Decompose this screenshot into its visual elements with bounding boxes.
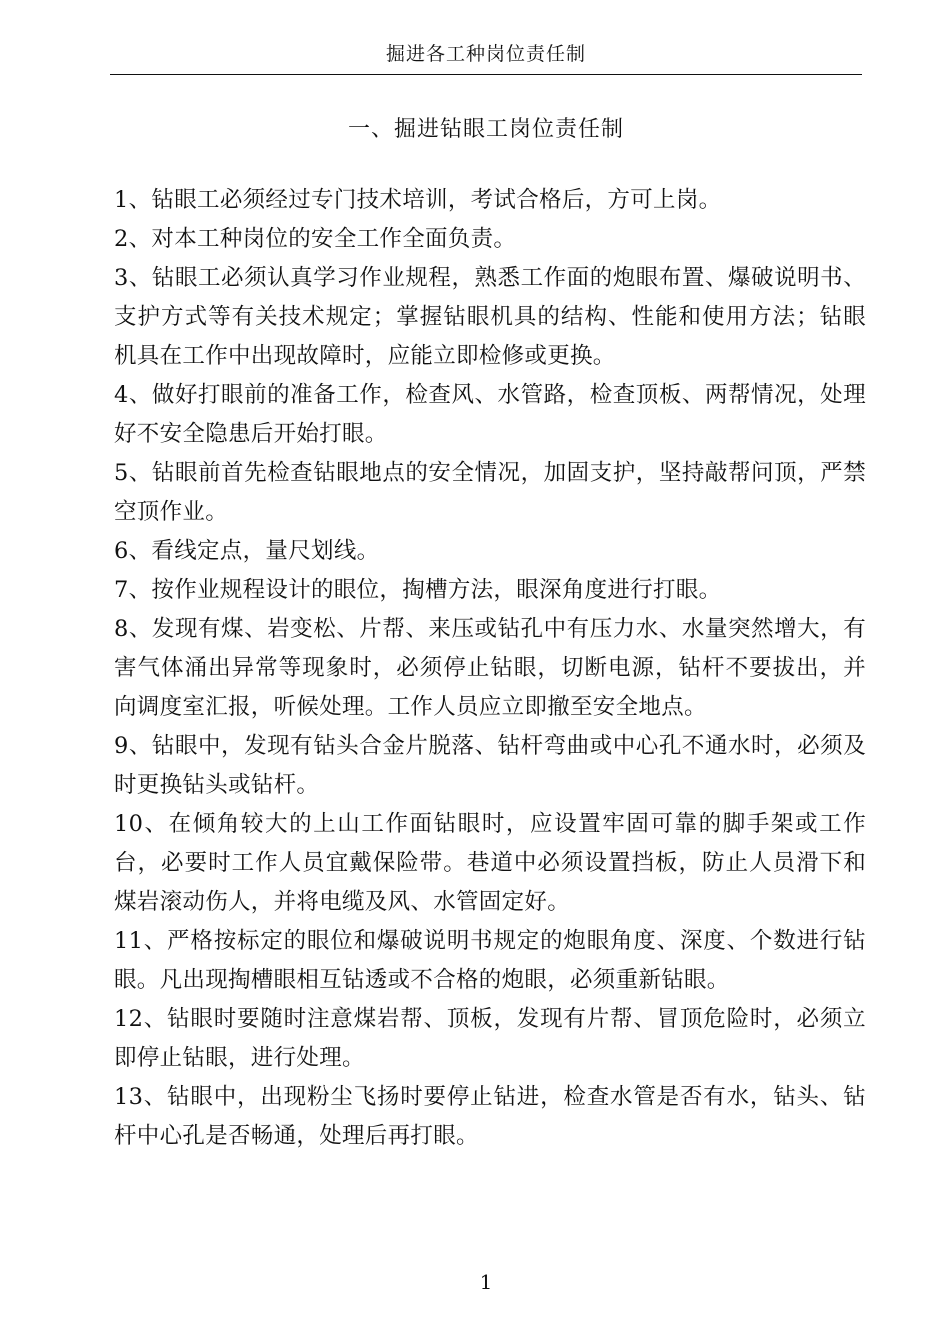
paragraph-5: 5、钻眼前首先检查钻眼地点的安全情况，加固支护，坚持敲帮问顶，严禁空顶作业。 <box>114 460 866 525</box>
paragraph-1: 1、钻眼工必须经过专门技术培训，考试合格后，方可上岗。 <box>114 187 722 213</box>
document-title: 一、掘进钻眼工岗位责任制 <box>347 117 624 142</box>
paragraph-11: 11、严格按标定的眼位和爆破说明书规定的炮眼角度、深度、个数进行钻眼。凡出现掏槽眼相互钻透或不合格的炮眼，必须重新钻眼。 <box>114 928 866 993</box>
paragraph-12: 12、钻眼时要随时注意煤岩帮、顶板，发现有片帮、冒顶危险时，必须立即停止钻眼，进行处理。 <box>114 1006 866 1071</box>
paragraph-7: 7、按作业规程设计的眼位，掏槽方法，眼深角度进行打眼。 <box>114 577 722 603</box>
paragraph-9: 9、钻眼中，发现有钻头合金片脱落、钻杆弯曲或中心孔不通水时，必须及时更换钻头或钻杆。 <box>114 733 866 798</box>
paragraph-10: 10、在倾角较大的上山工作面钻眼时，应设置牢固可靠的脚手架或工作台，必要时工作人员宜戴保险带。巷道中必须设置挡板，防止人员滑下和煤岩滚动伤人，并将电缆及风、水管固定好。 <box>114 811 866 915</box>
paragraph-2: 2、对本工种岗位的安全工作全面负责。 <box>114 226 517 252</box>
running-header: 掘进各工种岗位责任制 <box>385 43 586 65</box>
paragraph-13: 13、钻眼中，出现粉尘飞扬时要停止钻进，检查水管是否有水，钻头、钻杆中心孔是否畅通，处理后再打眼。 <box>114 1084 866 1149</box>
paragraph-8: 8、发现有煤、岩变松、片帮、来压或钻孔中有压力水、水量突然增大，有害气体涌出异常等现象时，必须停止钻眼，切断电源，钻杆不要拔出，并向调度室汇报，听候处理。工作人员应立即撤至安全地点。 <box>114 616 866 720</box>
header-divider <box>110 74 862 75</box>
paragraph-4: 4、做好打眼前的准备工作，检查风、水管路，检查顶板、两帮情况，处理好不安全隐患后开始打眼。 <box>114 382 866 447</box>
paragraph-6: 6、看线定点，量尺划线。 <box>114 538 380 564</box>
paragraph-3: 3、钻眼工必须认真学习作业规程，熟悉工作面的炮眼布置、爆破说明书、支护方式等有关技术规定；掌握钻眼机具的结构、性能和使用方法；钻眼机具在工作中出现故障时，应能立即检修或更换。 <box>114 265 866 369</box>
page-number: 1 <box>479 1270 493 1294</box>
document-body <box>114 181 866 1156</box>
